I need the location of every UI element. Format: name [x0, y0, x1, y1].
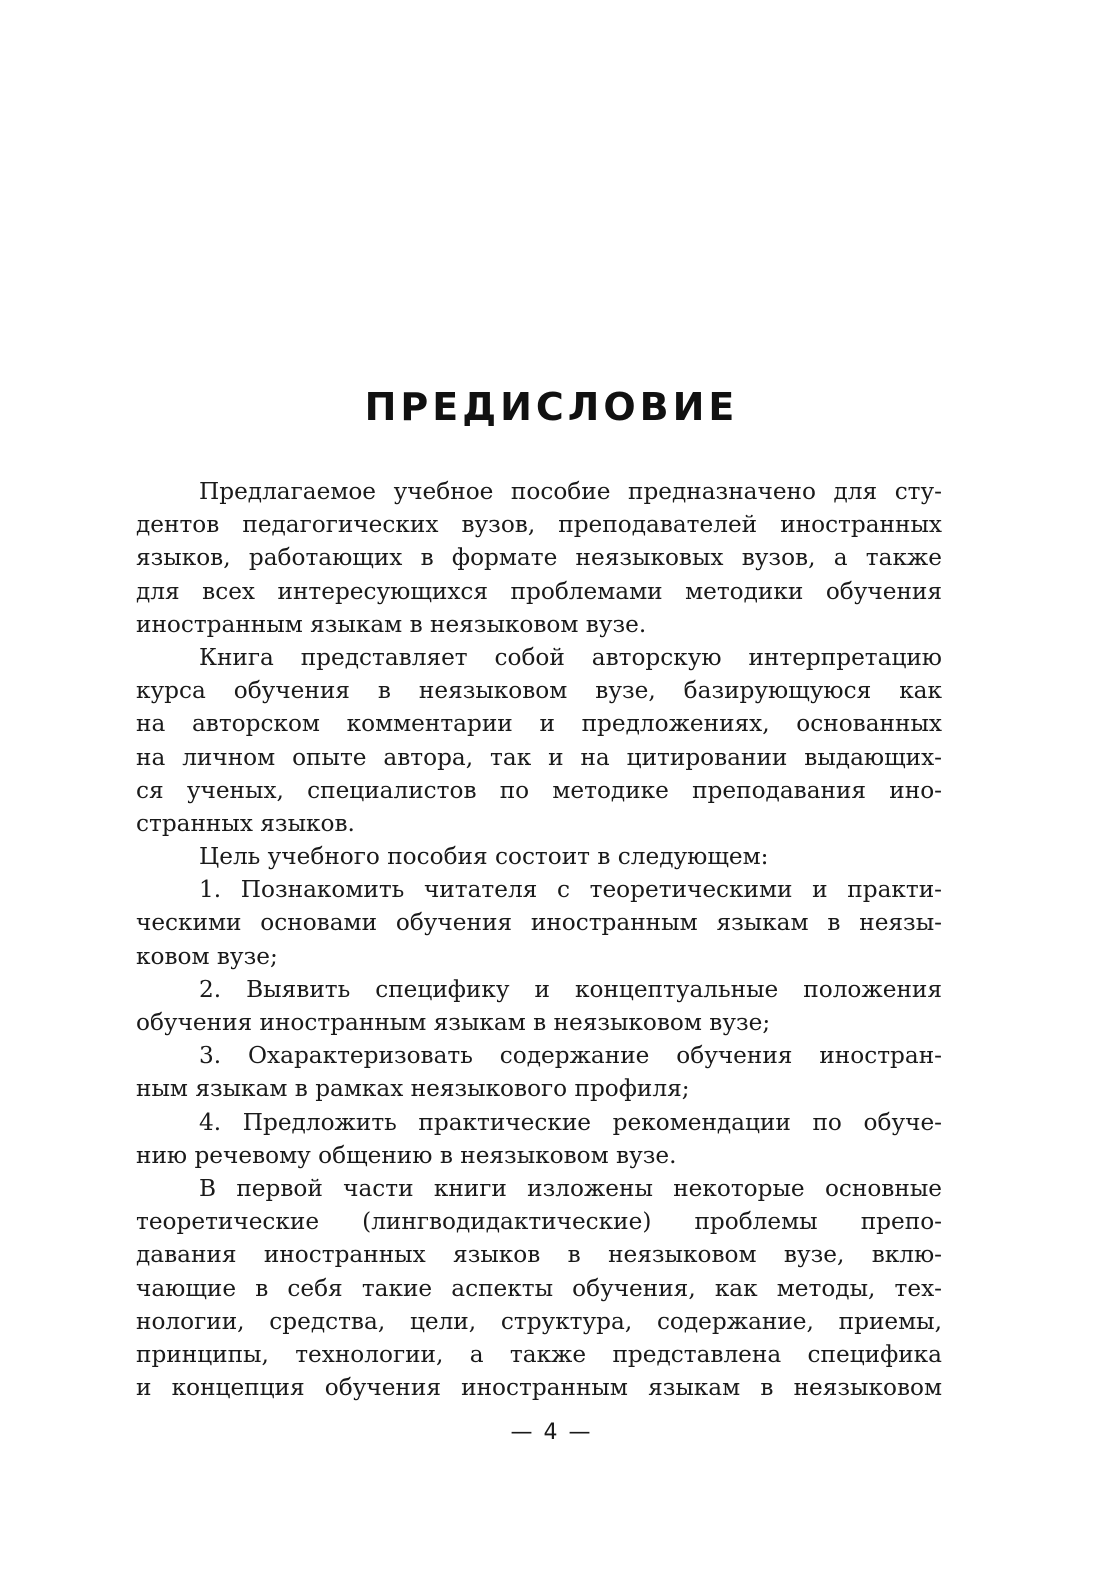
text-line: курса обучения в неязыковом вузе, базирующуюся как — [136, 677, 942, 705]
text-line: на личном опыте автора, так и на цитировании выдающих- — [136, 743, 942, 771]
text-line: и концепция обучения иностранным языкам в неязыковом — [136, 1374, 942, 1402]
text-line: для всех интересующихся проблемами методики обучения — [136, 577, 942, 605]
text-line: странных языков. — [136, 809, 355, 837]
text-line: 3. Охарактеризовать содержание обучения иностран- — [199, 1042, 942, 1070]
text-line: ным языкам в рамках неязыкового профиля; — [136, 1075, 690, 1103]
text-line: ся ученых, специалистов по методике преподавания ино- — [136, 776, 942, 804]
page-number: — 4 — — [510, 1420, 593, 1445]
text-line: ческими основами обучения иностранным языкам в неязы- — [136, 909, 942, 937]
text-line: Цель учебного пособия состоит в следующем: — [199, 843, 769, 871]
text-line: ковом вузе; — [136, 942, 278, 970]
text-line: иностранным языкам в неязыковом вузе. — [136, 610, 647, 638]
text-line: чающие в себя такие аспекты обучения, как методы, тех- — [136, 1274, 942, 1302]
text-line: языков, работающих в формате неязыковых вузов, а также — [136, 544, 942, 572]
text-line: давания иностранных языков в неязыковом вузе, вклю- — [136, 1241, 942, 1269]
text-line: В первой части книги изложены некоторые основные — [199, 1174, 942, 1202]
text-line: 2. Выявить специфику и концептуальные положения — [199, 975, 942, 1003]
text-line: на авторском комментарии и предложениях, основанных — [136, 710, 942, 738]
text-line: обучения иностранным языкам в неязыковом вузе; — [136, 1009, 771, 1036]
text-line: дентов педагогических вузов, преподавателей иностранных — [136, 511, 942, 539]
text-line: принципы, технологии, а также представлена специфика — [136, 1340, 942, 1368]
body-text — [136, 475, 942, 1404]
text-line: нию речевому общению в неязыковом вузе. — [136, 1141, 677, 1169]
text-line: нологии, средства, цели, структура, содержание, приемы, — [136, 1307, 942, 1335]
text-line: 1. Познакомить читателя с теоретическими и практи- — [199, 876, 942, 904]
text-line: Книга представляет собой авторскую интерпретацию — [199, 643, 942, 671]
text-line: теоретические (лингводидактические) проблемы препо- — [136, 1208, 942, 1236]
text-line: Предлагаемое учебное пособие предназначено для сту- — [199, 478, 942, 505]
text-line: 4. Предложить практические рекомендации по обуче- — [199, 1108, 942, 1136]
chapter-title: ПРЕДИСЛОВИЕ — [364, 385, 739, 429]
